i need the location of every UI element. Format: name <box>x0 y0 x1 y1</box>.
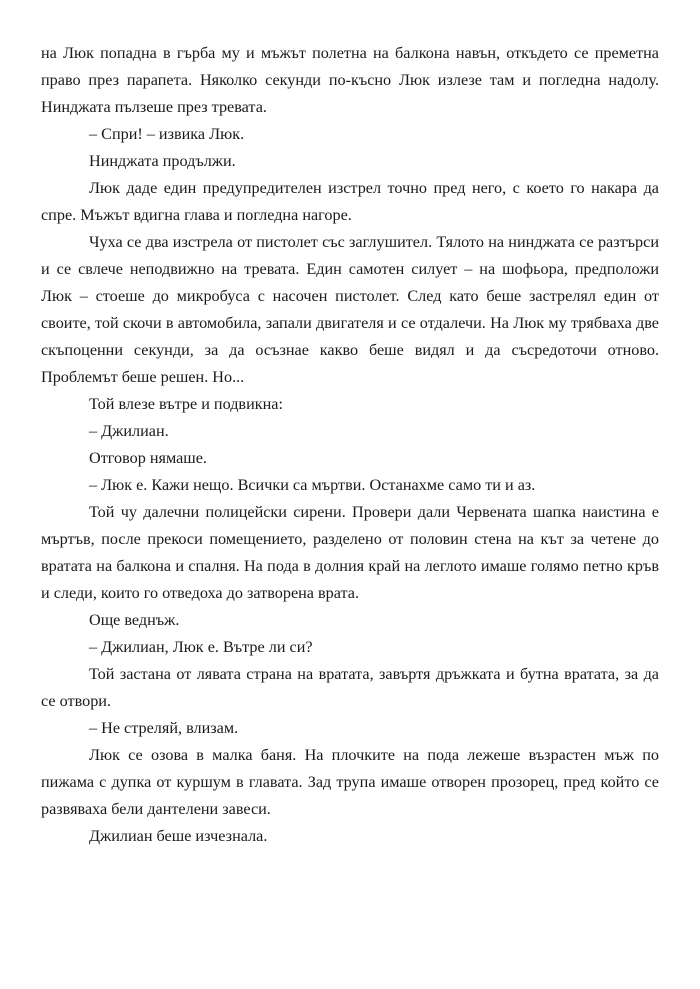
paragraph-1: на Люк попадна в гърба му и мъжът полетна на балкона навън, откъдето се преметна право през парапета. Няколко секунди по-късно Люк излезе там и погледна надолу. Нинджата пълзеше през тревата. <box>41 44 659 116</box>
paragraph-12: – Джилиан, Люк е. Вътре ли си? <box>89 638 313 656</box>
paragraph-11: Още веднъж. <box>89 611 180 629</box>
paragraph-6: Той влезе вътре и подвикна: <box>89 395 283 413</box>
paragraph-14: – Не стреляй, влизам. <box>89 719 239 737</box>
paragraph-15: Люк се озова в малка баня. На плочките на пода лежеше възрастен мъж по пижама с дупка от куршум в главата. Зад трупа имаше отворен прозорец, пред който се развяваха бели дантелени завеси. <box>41 746 659 818</box>
paragraph-10: Той чу далечни полицейски сирени. Провери дали Червената шапка наистина е мъртъв, после прекоси помещението, разделено от половин стена на кът за четене до вратата на балкона и спалня. На пода в долния край на леглото имаше голямо петно кръв и следи, които го отведоха до затворена врата. <box>41 503 659 602</box>
paragraph-4: Люк даде един предупредителен изстрел точно пред него, с което го накара да спре. Мъжът вдигна глава и погледна нагоре. <box>41 179 659 224</box>
paragraph-3: Нинджата продължи. <box>89 152 236 170</box>
paragraph-7: – Джилиан. <box>89 422 169 440</box>
paragraph-5: Чуха се два изстрела от пистолет със заглушител. Тялото на нинджата се разтърси и се свлече неподвижно на тревата. Един самотен силует – на шофьора, предположи Люк – стоеше до микробуса с насочен пистолет. След като беше застрелял един от своите, той скочи в автомобила, запали двигателя и се отдалечи. На Люк му трябваха две скъпоценни секунди, за да осъзнае какво беше видял и да съсредоточи отново. Проблемът беше решен. Но... <box>41 233 659 386</box>
paragraph-2: – Спри! – извика Люк. <box>89 125 245 143</box>
paragraph-13: Той застана от лявата страна на вратата, завъртя дръжката и бутна вратата, за да се отвори. <box>41 665 659 710</box>
paragraph-16: Джилиан беше изчезнала. <box>89 827 268 845</box>
paragraph-9: – Люк е. Кажи нещо. Всички са мъртви. Останахме само ти и аз. <box>89 476 536 494</box>
paragraph-8: Отговор нямаше. <box>89 449 207 467</box>
document-body <box>41 40 659 850</box>
